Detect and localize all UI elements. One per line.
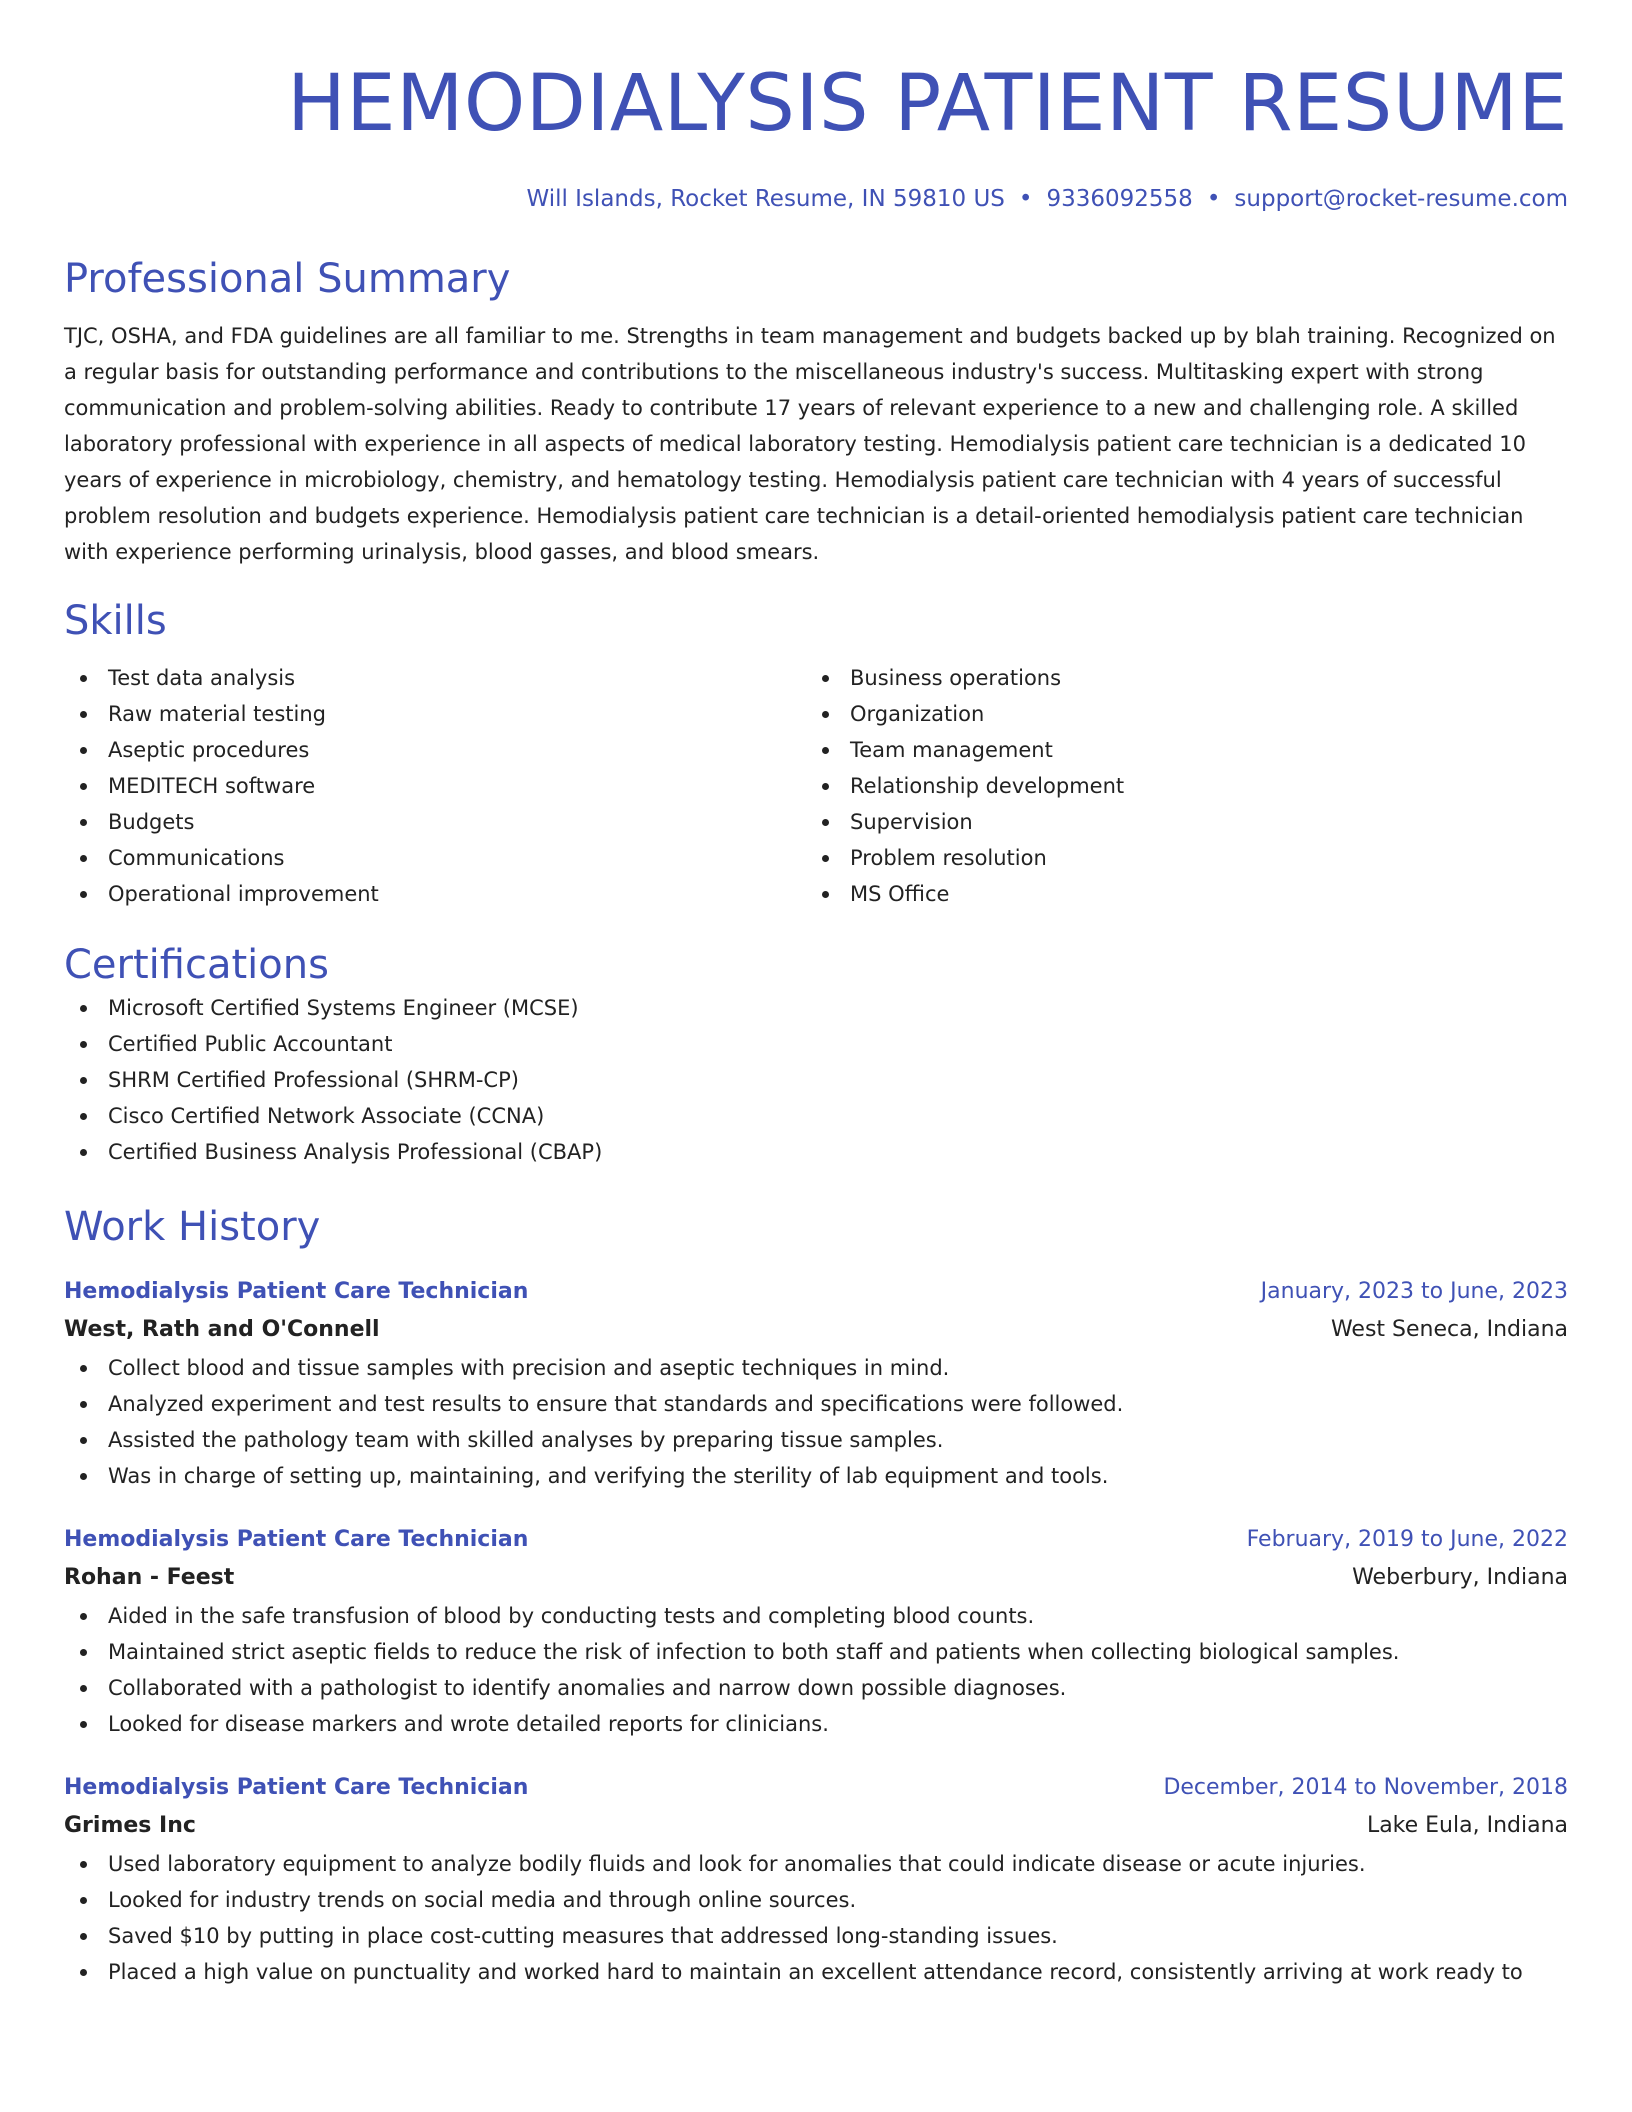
job-duties-list [64, 1598, 1568, 1742]
contact-address: Will Islands, Rocket Resume, IN 59810 US [526, 186, 1005, 212]
skill-item: Relationship development [806, 768, 1548, 804]
skill-item: Aseptic procedures [64, 732, 806, 768]
job-company: Rohan - Feest [64, 1565, 235, 1590]
job-location: Lake Eula, Indiana [1366, 1813, 1568, 1838]
resume-page [64, 0, 1568, 1990]
job-dates: December, 2014 to November, 2018 [1163, 1775, 1568, 1800]
job-title: Hemodialysis Patient Care Technician [64, 1775, 529, 1800]
job-company: Grimes Inc [64, 1813, 196, 1838]
job-duty: Assisted the pathology team with skilled analyses by preparing tissue samples. [64, 1422, 1568, 1458]
certification-item: SHRM Certified Professional (SHRM-CP) [64, 1062, 1568, 1098]
certifications-heading: Certifications [64, 942, 329, 988]
skills-column-right [806, 660, 1548, 912]
job-duty: Looked for industry trends on social media and through online sources. [64, 1882, 1568, 1918]
certification-item: Certified Public Accountant [64, 1026, 1568, 1062]
work-history-heading: Work History [64, 1204, 321, 1250]
skill-item: Team management [806, 732, 1548, 768]
job-header-row [64, 1522, 1568, 1558]
job-duty: Collect blood and tissue samples with precision and aseptic techniques in mind. [64, 1350, 1568, 1386]
job-company-row [64, 1558, 1568, 1598]
job-duty: Placed a high value on punctuality and worked hard to maintain an excellent attendance record, consistently arriving at work ready to [64, 1954, 1568, 1990]
job-entry [64, 1770, 1568, 1990]
job-duty: Saved $10 by putting in place cost-cutting measures that addressed long-standing issues. [64, 1918, 1568, 1954]
skill-item: Raw material testing [64, 696, 806, 732]
skills-grid [64, 660, 1568, 912]
skill-item: Organization [806, 696, 1548, 732]
certification-item: Microsoft Certified Systems Engineer (MCSE) [64, 990, 1568, 1026]
job-dates: January, 2023 to June, 2023 [1260, 1279, 1568, 1304]
job-company-row [64, 1310, 1568, 1350]
job-company-row [64, 1806, 1568, 1846]
job-duty: Used laboratory equipment to analyze bodily fluids and look for anomalies that could indicate disease or acute injuries. [64, 1846, 1568, 1882]
skill-item: Operational improvement [64, 876, 806, 912]
skill-item: Supervision [806, 804, 1548, 840]
contact-separator: • [1206, 186, 1221, 212]
job-duty: Looked for disease markers and wrote detailed reports for clinicians. [64, 1706, 1568, 1742]
skills-list-left [64, 660, 806, 912]
summary-heading: Professional Summary [64, 256, 511, 302]
skills-list-right [806, 660, 1548, 912]
job-title: Hemodialysis Patient Care Technician [64, 1279, 529, 1304]
job-entry [64, 1522, 1568, 1742]
job-duties-list [64, 1846, 1568, 1990]
skill-item: Business operations [806, 660, 1548, 696]
skill-item: Budgets [64, 804, 806, 840]
job-location: West Seneca, Indiana [1330, 1317, 1568, 1342]
skill-item: Problem resolution [806, 840, 1548, 876]
job-entry [64, 1274, 1568, 1494]
job-dates: February, 2019 to June, 2022 [1246, 1527, 1568, 1552]
skill-item: Test data analysis [64, 660, 806, 696]
contact-line [64, 184, 1568, 214]
job-title: Hemodialysis Patient Care Technician [64, 1527, 529, 1552]
job-header-row [64, 1274, 1568, 1310]
contact-separator: • [1018, 186, 1033, 212]
job-duty: Collaborated with a pathologist to identify anomalies and narrow down possible diagnoses. [64, 1670, 1568, 1706]
certification-item: Certified Business Analysis Professional (CBAP) [64, 1134, 1568, 1170]
job-duty: Was in charge of setting up, maintaining, and verifying the sterility of lab equipment and tools. [64, 1458, 1568, 1494]
certification-item: Cisco Certified Network Associate (CCNA) [64, 1098, 1568, 1134]
job-duty: Aided in the safe transfusion of blood by conducting tests and completing blood counts. [64, 1598, 1568, 1634]
skill-item: Communications [64, 840, 806, 876]
job-duty: Maintained strict aseptic fields to reduce the risk of infection to both staff and patients when collecting biological samples. [64, 1634, 1568, 1670]
skills-heading: Skills [64, 598, 167, 644]
skills-column-left [64, 660, 806, 912]
summary-text: TJC, OSHA, and FDA guidelines are all familiar to me. Strengths in team management and budgets backed up by blah training. Recognized on a regular basis for outstanding performance and contributions to the miscellaneous industry's success. Multitasking expert with strong communication and problem-solving abilities. Ready to contribute 17 years of relevant experience to a new and challenging role. A skilled laboratory professional with experience in all aspects of medical laboratory testing. Hemodialysis patient care technician is a dedicated 10 years of experience in microbiology, chemistry, and hematology testing. Hemodialysis patient care technician with 4 years of successful problem resolution and budgets experience. Hemodialysis patient care technician is a detail-oriented hemodialysis patient care technician with experience performing urinalysis, blood gasses, and blood smears. [64, 324, 1556, 564]
certifications-list [64, 990, 1568, 1170]
job-duties-list [64, 1350, 1568, 1494]
job-company: West, Rath and O'Connell [64, 1317, 380, 1342]
skill-item: MEDITECH software [64, 768, 806, 804]
job-location: Weberbury, Indiana [1352, 1565, 1568, 1590]
contact-email: support@rocket-resume.com [1234, 186, 1568, 212]
contact-phone: 9336092558 [1046, 186, 1193, 212]
resume-name: HEMODIALYSIS PATIENT RESUME [287, 59, 1568, 149]
skill-item: MS Office [806, 876, 1548, 912]
job-duty: Analyzed experiment and test results to ensure that standards and specifications were followed. [64, 1386, 1568, 1422]
job-header-row [64, 1770, 1568, 1806]
